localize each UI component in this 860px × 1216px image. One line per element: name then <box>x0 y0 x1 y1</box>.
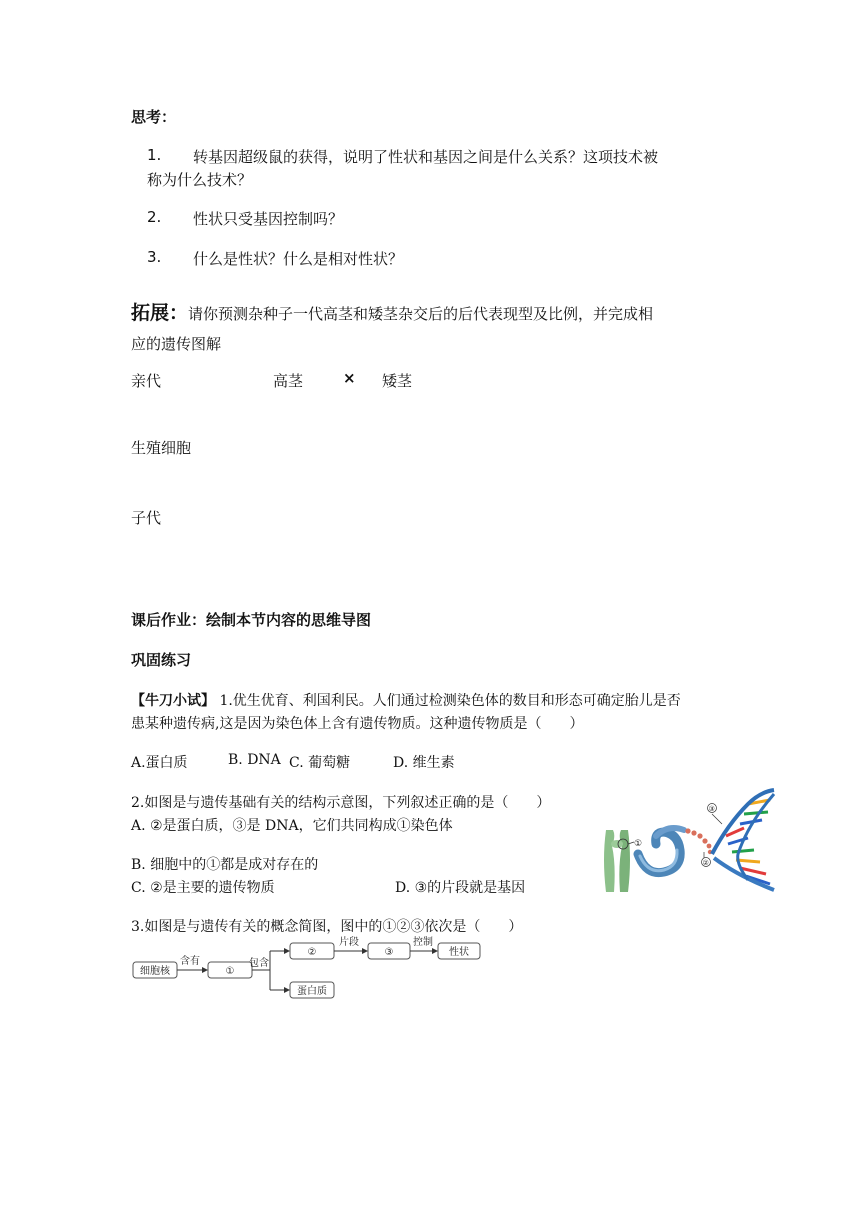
edge-contain2-label: 包含 <box>249 958 269 969</box>
think-item-1-line1: 转基因超级鼠的获得，说明了性状和基因之间是什么关系？这项技术被 <box>193 148 659 166</box>
edge-contain1-label: 含有 <box>180 956 200 967</box>
think-item-2-number: 2. <box>147 208 162 226</box>
coiled-fiber <box>638 828 684 873</box>
think-heading: 思考： <box>131 108 177 126</box>
concept-diagram <box>128 936 488 1002</box>
practice-heading: 巩固练习 <box>131 651 192 669</box>
gamete-label: 生殖细胞 <box>131 439 192 457</box>
q3-stem: 3.如图是与遗传有关的概念简图，图中的①②③依次是（ ） <box>131 919 523 935</box>
q2-option-b: B. 细胞中的①都是成对存在的 <box>131 857 319 873</box>
think-item-3-number: 3. <box>147 248 162 266</box>
q2-option-c: C. ②是主要的遗传物质 <box>131 880 275 896</box>
node-trait: 性状 <box>449 947 469 958</box>
node-protein: 蛋白质 <box>297 986 327 997</box>
q1-option-a: A.蛋白质 <box>131 755 188 771</box>
parent-tall: 高茎 <box>273 372 304 390</box>
figure-label-2: ② <box>702 859 709 867</box>
nucleosome-beads <box>685 828 712 854</box>
node-1: ① <box>225 966 235 977</box>
chromosome-dna-figure <box>598 784 778 896</box>
node-2: ② <box>307 947 317 958</box>
extension-label: 拓展： <box>131 302 189 324</box>
dna-double-helix <box>712 790 774 890</box>
cross-sign: × <box>343 369 356 387</box>
parent-label: 亲代 <box>131 372 162 390</box>
q1-option-d: D. 维生素 <box>393 755 455 771</box>
edge-control-label: 控制 <box>413 937 433 948</box>
extension-text: 请你预测杂种子一代高茎和矮茎杂交后的后代表现型及比例，并完成相 <box>188 305 654 323</box>
extension-line1 <box>131 298 653 325</box>
q1-option-c: C. 葡萄糖 <box>289 755 351 771</box>
chromosome-shape <box>604 830 630 892</box>
think-item-2-text: 性状只受基因控制吗？ <box>193 210 344 228</box>
q2-option-d: D. ③的片段就是基因 <box>395 880 526 896</box>
q1-line1 <box>131 690 681 710</box>
node-nucleus: 细胞核 <box>140 966 170 977</box>
think-item-1-number: 1. <box>147 146 162 164</box>
edge-segment-label: 片段 <box>339 937 359 948</box>
parent-short: 矮茎 <box>382 372 413 390</box>
q1-option-b: B. DNA <box>228 752 281 768</box>
q1-line2: 患某种遗传病,这是因为染色体上含有遗传物质。这种遗传物质是（ ） <box>131 716 584 732</box>
q1-tag: 【牛刀小试】 <box>131 693 215 709</box>
figure-label-1: ① <box>634 839 643 849</box>
q1-stem: 1.优生优育、利国利民。人们通过检测染色体的数目和形态可确定胎儿是否 <box>215 693 681 709</box>
q2-stem: 2.如图是与遗传基础有关的结构示意图，下列叙述正确的是（ ） <box>131 795 551 811</box>
think-item-1-line2: 称为什么技术？ <box>147 171 253 189</box>
extension-line2: 应的遗传图解 <box>131 335 222 353</box>
homework-heading: 课后作业：绘制本节内容的思维导图 <box>131 611 372 629</box>
q2-option-a: A. ②是蛋白质，③是 DNA，它们共同构成①染色体 <box>131 818 453 834</box>
think-item-3-text: 什么是性状？什么是相对性状？ <box>193 250 404 268</box>
node-3: ③ <box>384 947 394 958</box>
figure-label-3: ③ <box>708 805 715 813</box>
offspring-label: 子代 <box>131 509 162 527</box>
